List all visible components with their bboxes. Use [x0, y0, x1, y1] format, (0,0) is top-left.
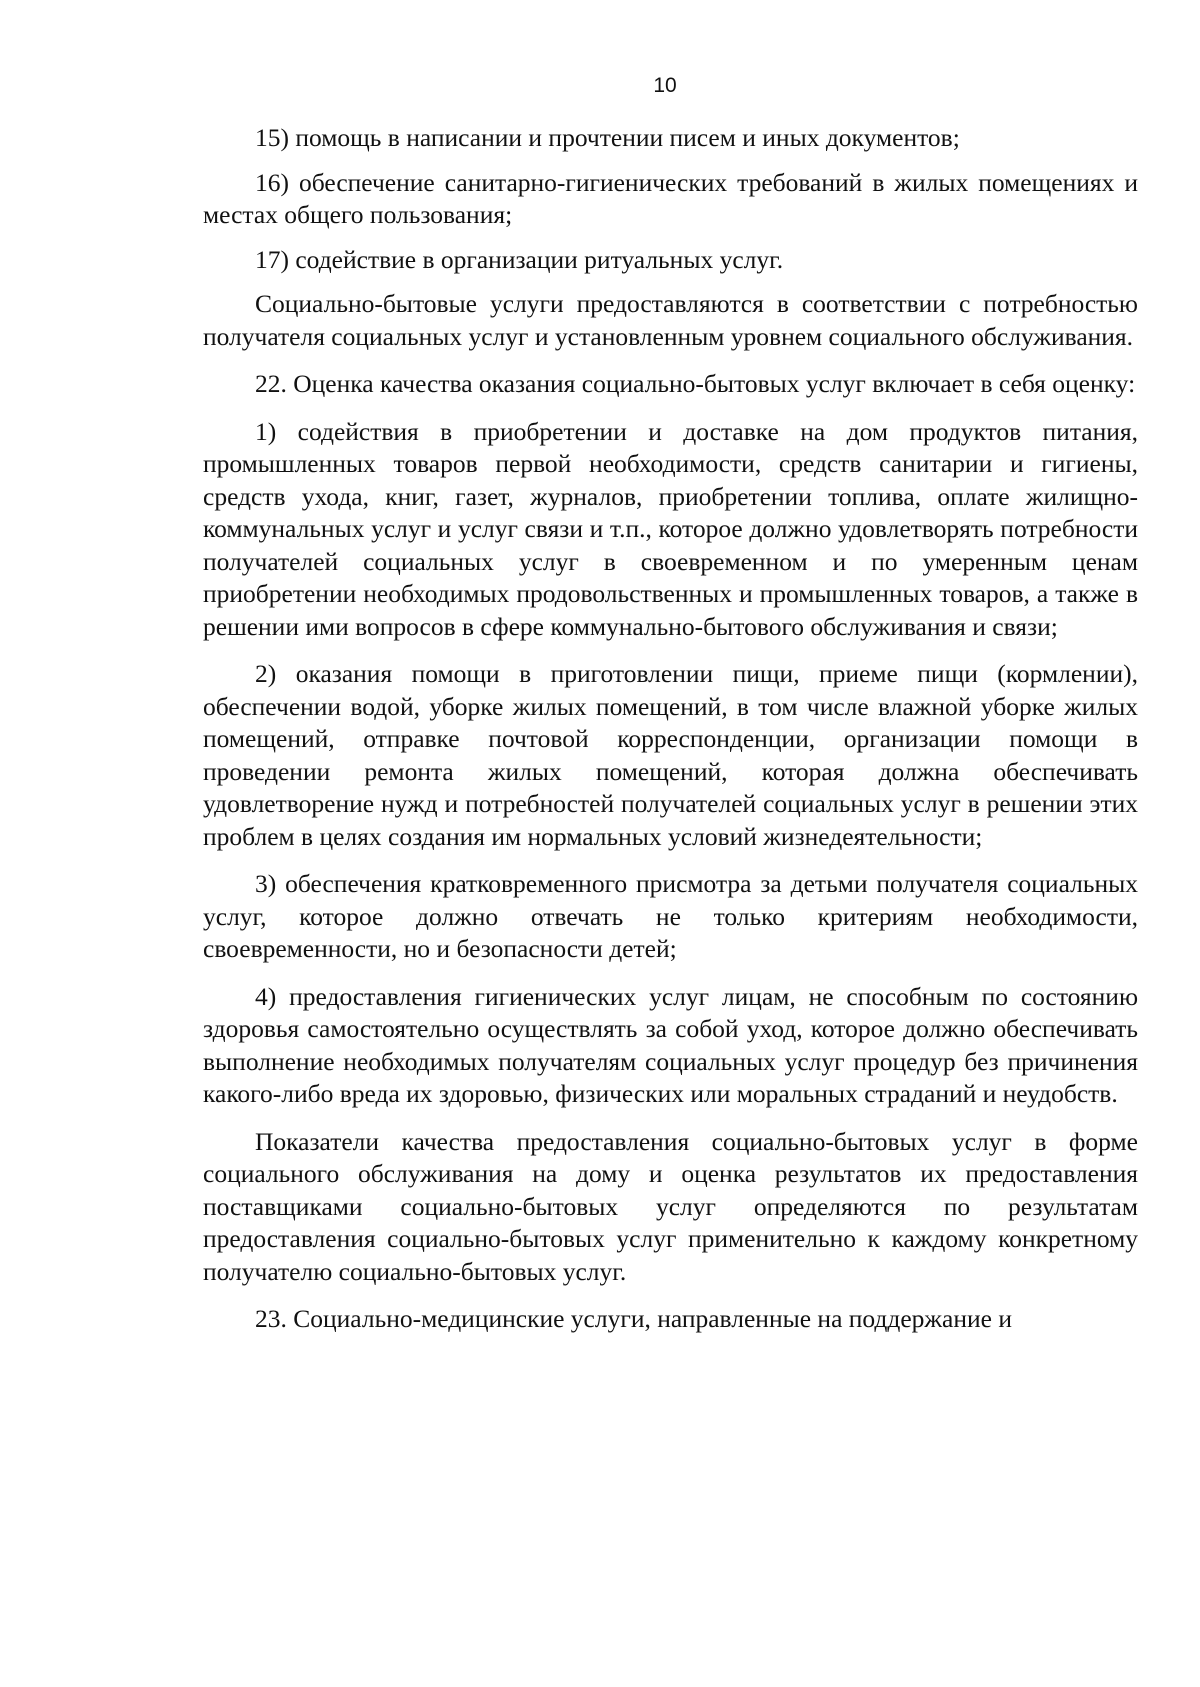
list-item-15: 15) помощь в написании и прочтении писем и иных документов;: [255, 123, 960, 152]
document-body: [203, 122, 1138, 1336]
evaluation-item-2: 2) оказания помощи в приготовлении пищи, приеме пищи (кормлении), обеспечении водой, уборке жилых помещений, в том числе влажной уборке жилых помещений, отправке почтовой корреспонденции, организации помощи в проведении ремонта жилых помещений, которая должна обеспечивать удовлетворение нужд и потребностей получателей социальных услуг в решении этих проблем в целях создания им нормальных условий жизнедеятельности;: [203, 659, 1138, 851]
page-number: 10: [653, 74, 677, 97]
section-22-heading-paragraph: 22. Оценка качества оказания социально-бытовых услуг включает в себя оценку:: [255, 369, 1136, 398]
evaluation-item-1: 1) содействия в приобретении и доставке на дом продуктов питания, промышленных товаров первой необходимости, средств санитарии и гигиены, средств ухода, книг, газет, журналов, приобретении топлива, оплате жилищно-коммунальных услуг и услуг связи и т.п., которое должно удовлетворять потребности получателей социальных услуг в своевременном и по умеренным ценам приобретении необходимых продовольственных и промышленных товаров, а также в решении ими вопросов в сфере коммунально-бытового обслуживания и связи;: [203, 416, 1138, 641]
list-item-17: 17) содействие в организации ритуальных услуг.: [255, 244, 784, 274]
evaluation-item-4: 4) предоставления гигиенических услуг лицам, не способным по состоянию здоровья самостоятельно осуществлять за собой уход, которое должно обеспечивать выполнение необходимых получателям социальных услуг процедур без причинения какого-либо вреда их здоровью, физических или моральных страданий и неудобств.: [203, 981, 1138, 1108]
paragraph-social-services-provision: Социально-бытовые услуги предоставляются в соответствии с потребностью получателя социальных услуг и установленным уровнем социального обслуживания.: [203, 289, 1138, 351]
paragraph-quality-indicators: Показатели качества предоставления социально-бытовых услуг в форме социального обслуживания на дому и оценка результатов их предоставления поставщиками социально-бытовых услуг определяются по результатам предоставления социально-бытовых услуг применительно к каждому конкретному получателю социально-бытовых услуг.: [203, 1126, 1138, 1286]
evaluation-item-3: 3) обеспечения кратковременного присмотра за детьми получателя социальных услуг, которое должно отвечать не только критериям необходимости, своевременности, но и безопасности детей;: [203, 869, 1138, 963]
section-23-start: 23. Социально-медицинские услуги, направленные на поддержание и: [255, 1304, 1013, 1333]
list-item-16: 16) обеспечение санитарно-гигиенических требований в жилых помещениях и местах общего пользования;: [203, 167, 1138, 229]
